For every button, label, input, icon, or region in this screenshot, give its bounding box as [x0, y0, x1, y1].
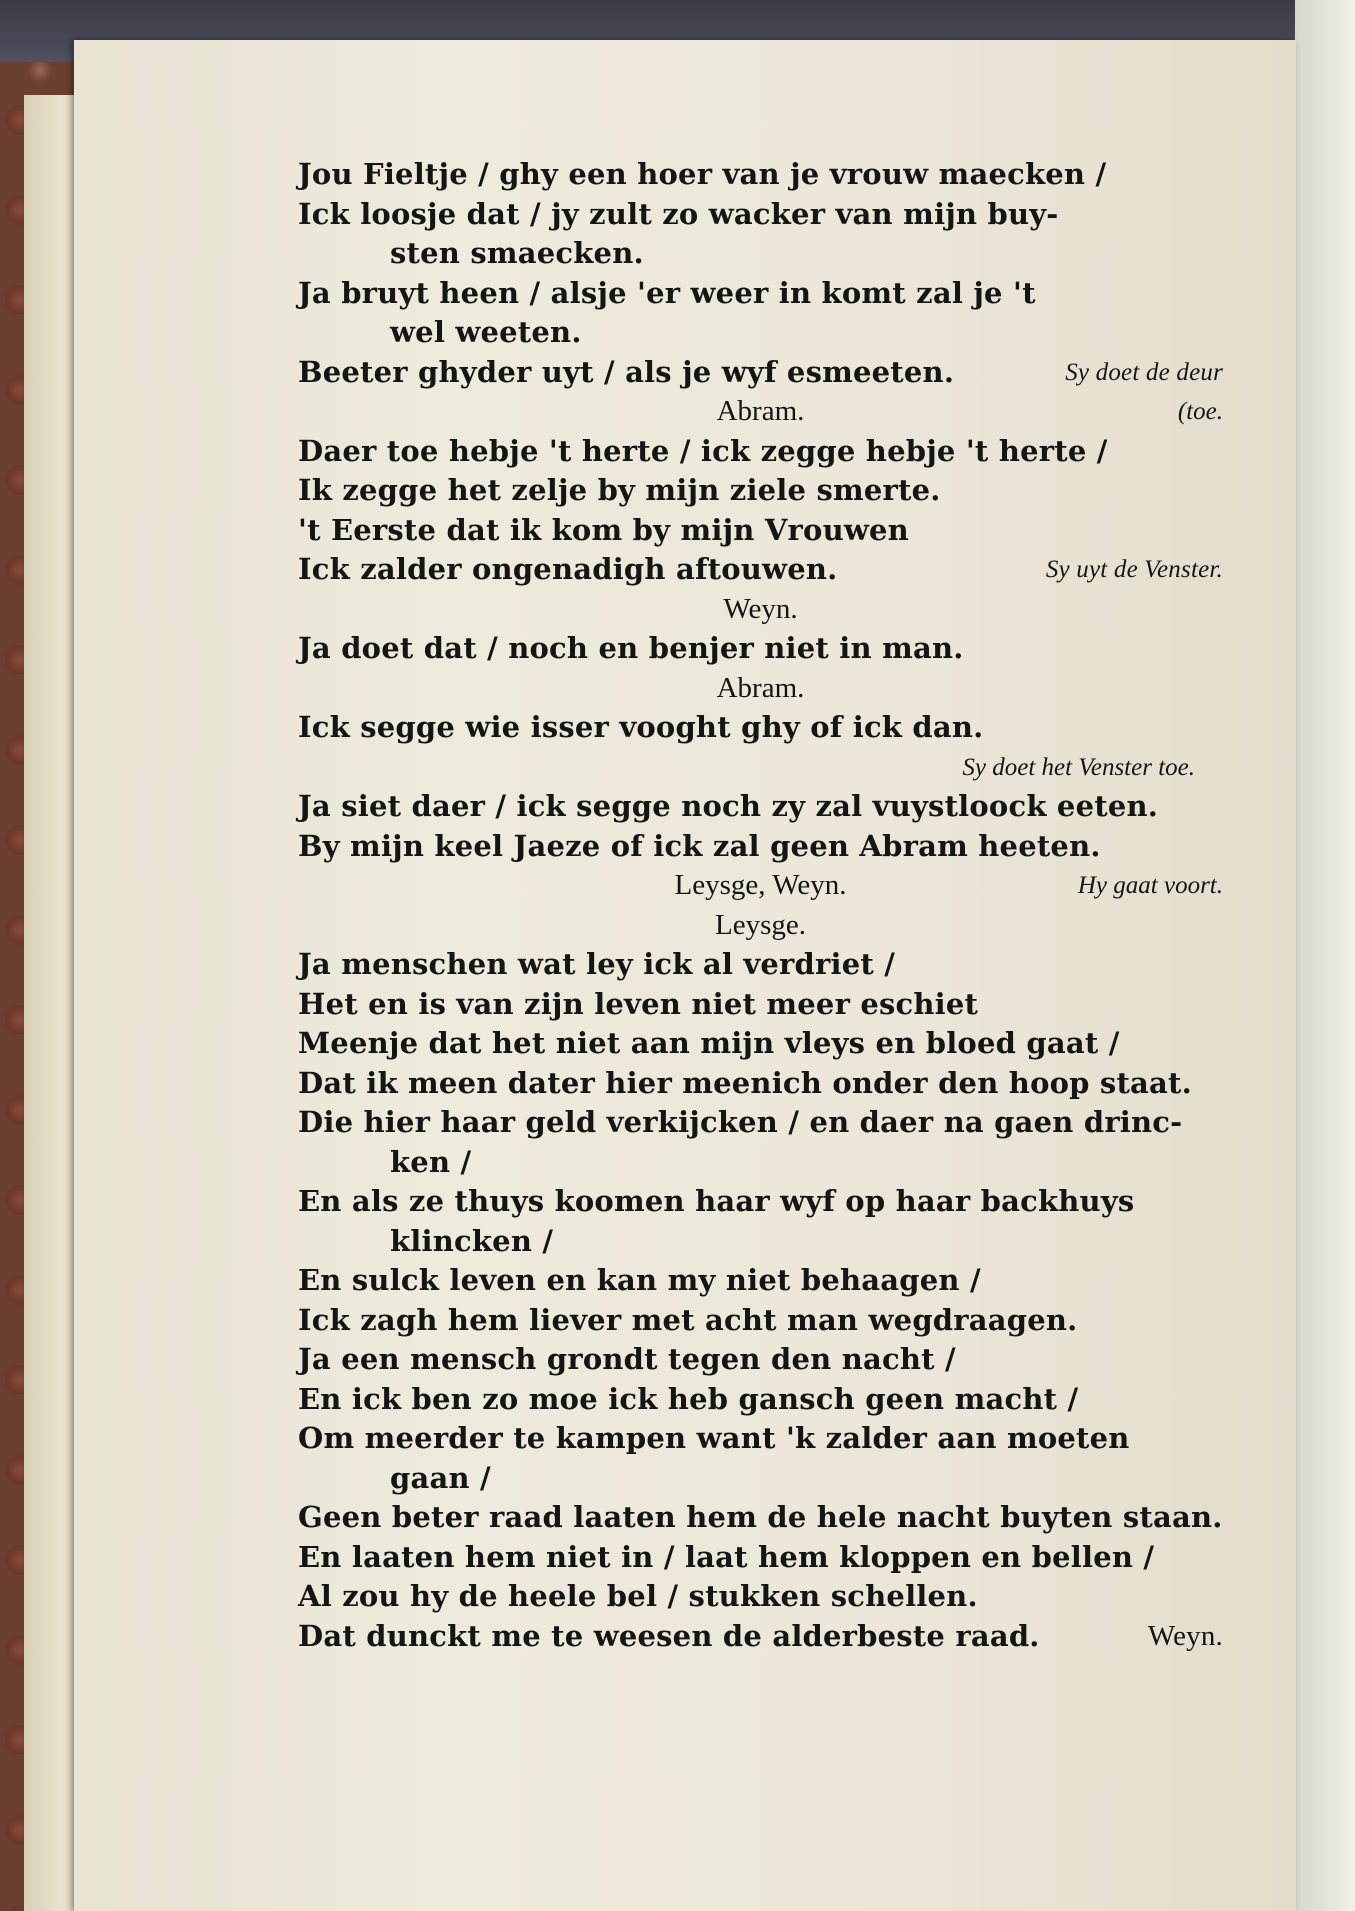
- verse-line: [298, 787, 1223, 827]
- verse-text: Het en is van zijn leven niet meer eschiet: [298, 986, 979, 1021]
- verse-text: Dat dunckt me te weesen de alderbeste raad.: [298, 1618, 1040, 1653]
- verse-line: [298, 471, 1223, 511]
- verse-text: Beeter ghyder uyt / als je wyf esmeeten.: [298, 354, 955, 389]
- verse-line: [298, 353, 1223, 393]
- verse-text: Ick loosje dat / jy zult zo wacker van mijn buy-: [298, 196, 1059, 231]
- verse-line: [298, 1182, 1223, 1222]
- verse-text: En laaten hem niet in / laat hem kloppen en bellen /: [298, 1539, 1155, 1574]
- verse-line: [298, 1459, 1223, 1499]
- verse-line: [298, 1617, 1223, 1657]
- verse-line: [298, 1261, 1223, 1301]
- speaker-name: Weyn.: [723, 592, 798, 625]
- verse-line: [298, 313, 1223, 353]
- verse-line: [298, 1103, 1223, 1143]
- verse-line: [298, 155, 1223, 195]
- verse-text: Al zou hy de heele bel / stukken schellen.: [298, 1579, 978, 1613]
- verse-text: Ja een mensch grondt tegen den nacht /: [298, 1342, 956, 1376]
- speaker-name: Abram.: [716, 395, 805, 427]
- verse-line: [298, 1143, 1223, 1183]
- speaker-name-row: [298, 906, 1223, 946]
- verse-text: Ja bruyt heen / alsje 'er weer in komt zal je 't: [298, 275, 1036, 310]
- verse-line: [298, 1498, 1223, 1538]
- verse-text: 't Eerste dat ik kom by mijn Vrouwen: [298, 512, 909, 547]
- verse-line: [298, 550, 1223, 590]
- speaker-name: Leysge, Weyn.: [674, 869, 847, 901]
- verse-line: [298, 195, 1223, 235]
- speaker-name-row: [298, 669, 1223, 709]
- stage-direction: Hy gaat voort.: [1077, 872, 1223, 899]
- verse-text: sten smaecken.: [390, 236, 644, 270]
- verse-line: [298, 234, 1223, 274]
- verse-text: Ja menschen wat ley ick al verdriet /: [298, 947, 896, 981]
- verse-line: [298, 985, 1223, 1025]
- verse-line: [298, 432, 1223, 472]
- verse-line: [298, 1419, 1223, 1459]
- verse-text: Ick zalder ongenadigh aftouwen.: [298, 552, 838, 586]
- verse-text: Daer toe hebje 't herte / ick zegge hebje 't herte /: [298, 433, 1108, 468]
- verse-line: [298, 708, 1223, 748]
- verse-text: Ick segge wie isser vooght ghy of ick dan.: [298, 710, 984, 744]
- verse-text: Ick zagh hem liever met acht man wegdraagen.: [298, 1302, 1078, 1337]
- speaker-name: Abram.: [716, 671, 805, 704]
- speaker-name-row: [298, 866, 1223, 906]
- verse-text: Geen beter raad laaten hem de hele nacht buyten staan.: [298, 1500, 1223, 1534]
- verse-line: [298, 1064, 1223, 1104]
- stage-direction: (toe.: [1177, 398, 1223, 425]
- verse-line: [298, 1538, 1223, 1578]
- verse-text: gaan /: [390, 1460, 491, 1495]
- verse-line: [298, 1301, 1223, 1341]
- verse-text: Dat ik meen dater hier meenich onder den hoop staat.: [298, 1065, 1192, 1100]
- stage-direction: Sy doet het Venster toe.: [962, 753, 1195, 781]
- verse-text: By mijn keel Jaeze of ick zal geen Abram heeten.: [298, 828, 1101, 863]
- stage-direction: Sy doet de deur: [1065, 358, 1223, 386]
- verse-line: [298, 1024, 1223, 1064]
- stage-direction: Sy uyt de Venster.: [1045, 556, 1223, 583]
- speaker-name: Weyn.: [1147, 1619, 1223, 1652]
- verse-text: Om meerder te kampen want 'k zalder aan moeten: [298, 1421, 1130, 1455]
- verse-text: ken /: [390, 1144, 472, 1179]
- verse-line: [298, 1340, 1223, 1380]
- verse-text: Meenje dat het niet aan mijn vleys en bloed gaat /: [298, 1026, 1120, 1060]
- speaker-name: Leysge.: [715, 908, 806, 941]
- verse-line: [298, 827, 1223, 867]
- verse-line: [298, 1577, 1223, 1617]
- verse-text: klincken /: [390, 1223, 554, 1258]
- verse-text: Die hier haar geld verkijcken / en daer na gaen drinc-: [298, 1105, 1183, 1139]
- verse-text: Ik zegge het zelje by mijn ziele smerte.: [298, 473, 941, 507]
- book-cover-right: [1295, 0, 1355, 1911]
- verse-line: [298, 1222, 1223, 1262]
- verse-line: [298, 629, 1223, 669]
- verse-text: Ja doet dat / noch en benjer niet in man.: [298, 631, 964, 665]
- verse-text: Ja siet daer / ick segge noch zy zal vuystloock eeten.: [298, 789, 1159, 823]
- verse-text: wel weeten.: [390, 315, 582, 349]
- verse-text: En als ze thuys koomen haar wyf op haar backhuys: [298, 1184, 1135, 1218]
- verse-line: [298, 274, 1223, 314]
- verse-line: [298, 945, 1223, 985]
- page-text: [298, 155, 1223, 1656]
- verse-text: En ick ben zo moe ick heb gansch geen macht /: [298, 1381, 1079, 1416]
- verse-text: Jou Fieltje / ghy een hoer van je vrouw maecken /: [298, 157, 1107, 191]
- verse-text: En sulck leven en kan my niet behaagen /: [298, 1263, 981, 1297]
- speaker-name-row: [298, 590, 1223, 630]
- speaker-name-row: [298, 392, 1223, 432]
- verse-line: [298, 1380, 1223, 1420]
- verse-line: [298, 511, 1223, 551]
